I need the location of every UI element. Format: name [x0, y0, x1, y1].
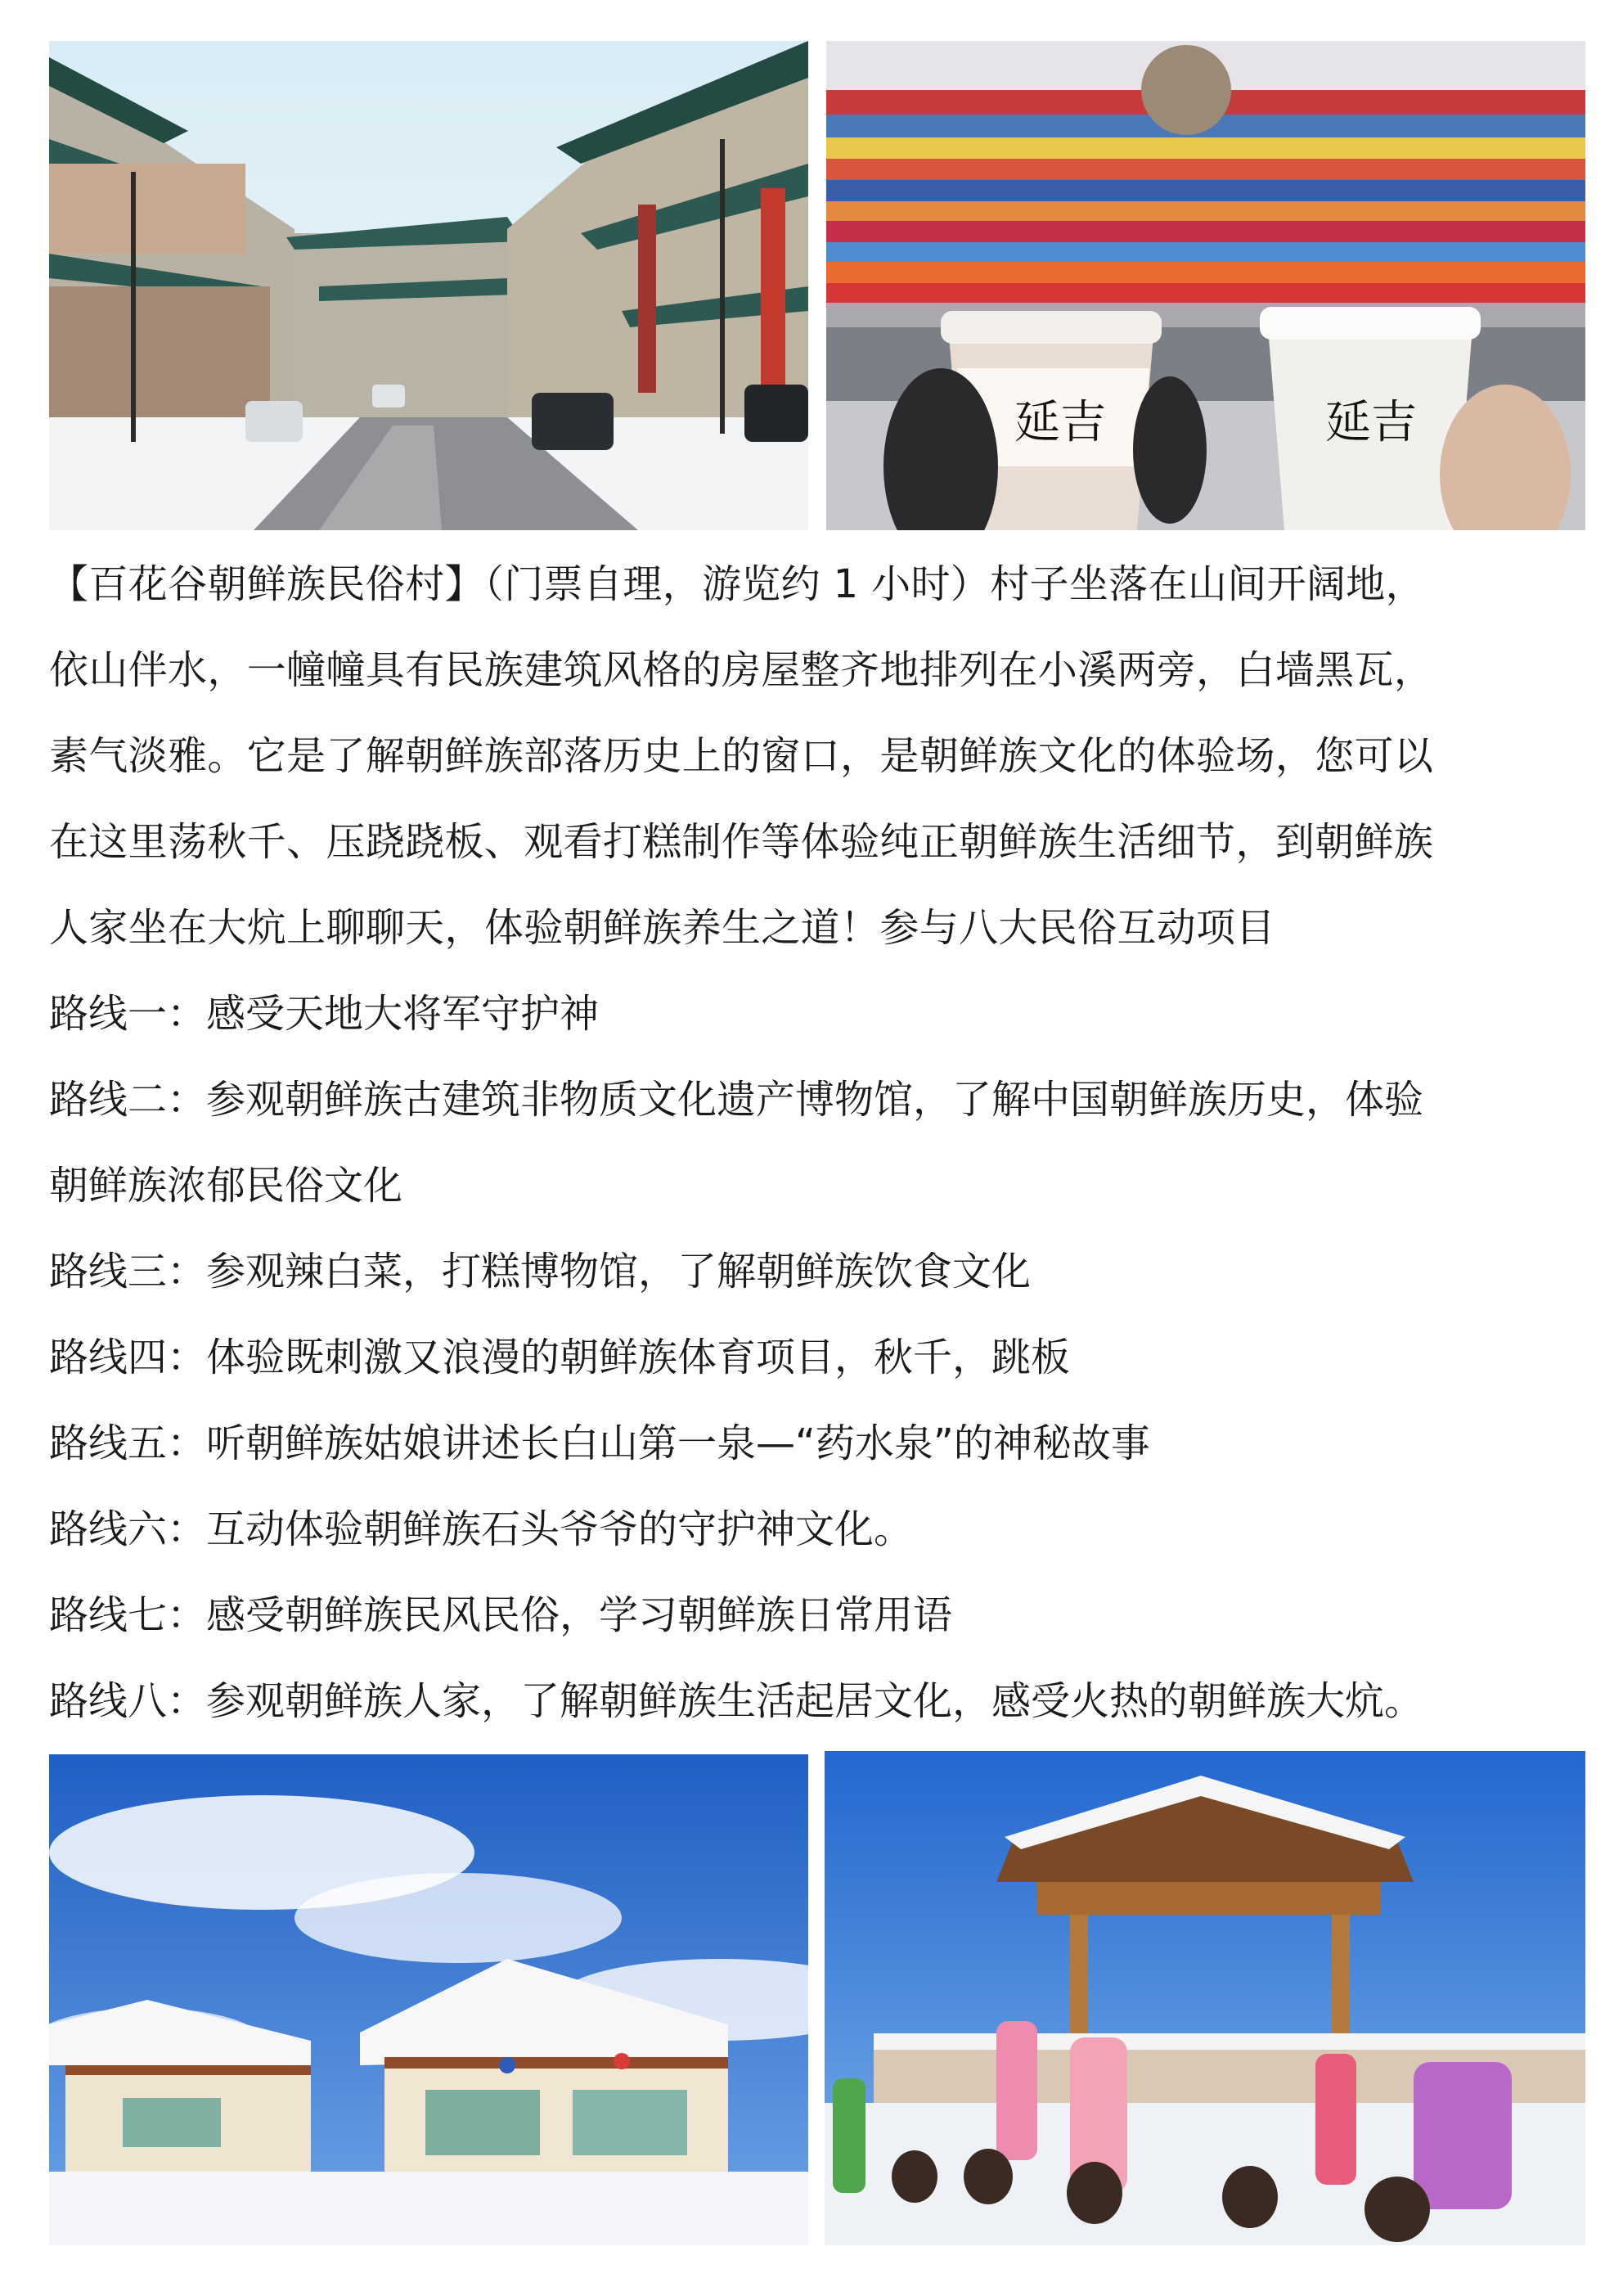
- intro-line: 人家坐在大炕上聊聊天，体验朝鲜族养生之道！参与八大民俗互动项目: [49, 905, 1275, 951]
- route-item: 路线一：感受天地大将军守护神: [49, 991, 600, 1037]
- cup-text-right: 延吉: [1325, 396, 1417, 449]
- intro-line: 素气淡雅。它是了解朝鲜族部落历史上的窗口，是朝鲜族文化的体验场，您可以: [49, 733, 1434, 779]
- pavilion-activity-photo: [825, 1751, 1585, 2245]
- route-item: 路线六：互动体验朝鲜族石头爷爷的守护神文化。: [49, 1506, 914, 1552]
- cup-text-left: 延吉: [1014, 396, 1106, 449]
- route-item: 路线七：感受朝鲜族民风民俗，学习朝鲜族日常用语: [49, 1592, 953, 1638]
- route-item: 朝鲜族浓郁民俗文化: [49, 1163, 403, 1209]
- snowy-village-photo: [49, 1754, 808, 2245]
- intro-line: 依山伴水，一幢幢具有民族建筑风格的房屋整齐地排列在小溪两旁，白墙黑瓦，: [49, 647, 1434, 693]
- route-list: [49, 971, 1587, 1745]
- route-item: 路线五：听朝鲜族姑娘讲述长白山第一泉—“药水泉”的神秘故事: [49, 1420, 1150, 1466]
- route-item: 路线二：参观朝鲜族古建筑非物质文化遗产博物馆，了解中国朝鲜族历史，体验: [49, 1077, 1424, 1123]
- route-item: 路线三：参观辣白菜，打糕博物馆，了解朝鲜族饮食文化: [49, 1249, 1032, 1294]
- route-item: 路线四：体验既刺激又浪漫的朝鲜族体育项目，秋千，跳板: [49, 1335, 1071, 1380]
- intro-line: 【百花谷朝鲜族民俗村】（门票自理，游览约 1 小时）村子坐落在山间开阔地，: [49, 561, 1426, 607]
- coffee-cups-photo: [826, 41, 1585, 530]
- intro-paragraph: [49, 542, 1587, 971]
- intro-line: 在这里荡秋千、压跷跷板、观看打糕制作等体验纯正朝鲜族生活细节，到朝鲜族: [49, 819, 1434, 865]
- street-photo: [49, 41, 808, 530]
- text-content: [49, 542, 1587, 1745]
- route-item: 路线八：参观朝鲜族人家，了解朝鲜族生活起居文化，感受火热的朝鲜族大炕。: [49, 1678, 1424, 1724]
